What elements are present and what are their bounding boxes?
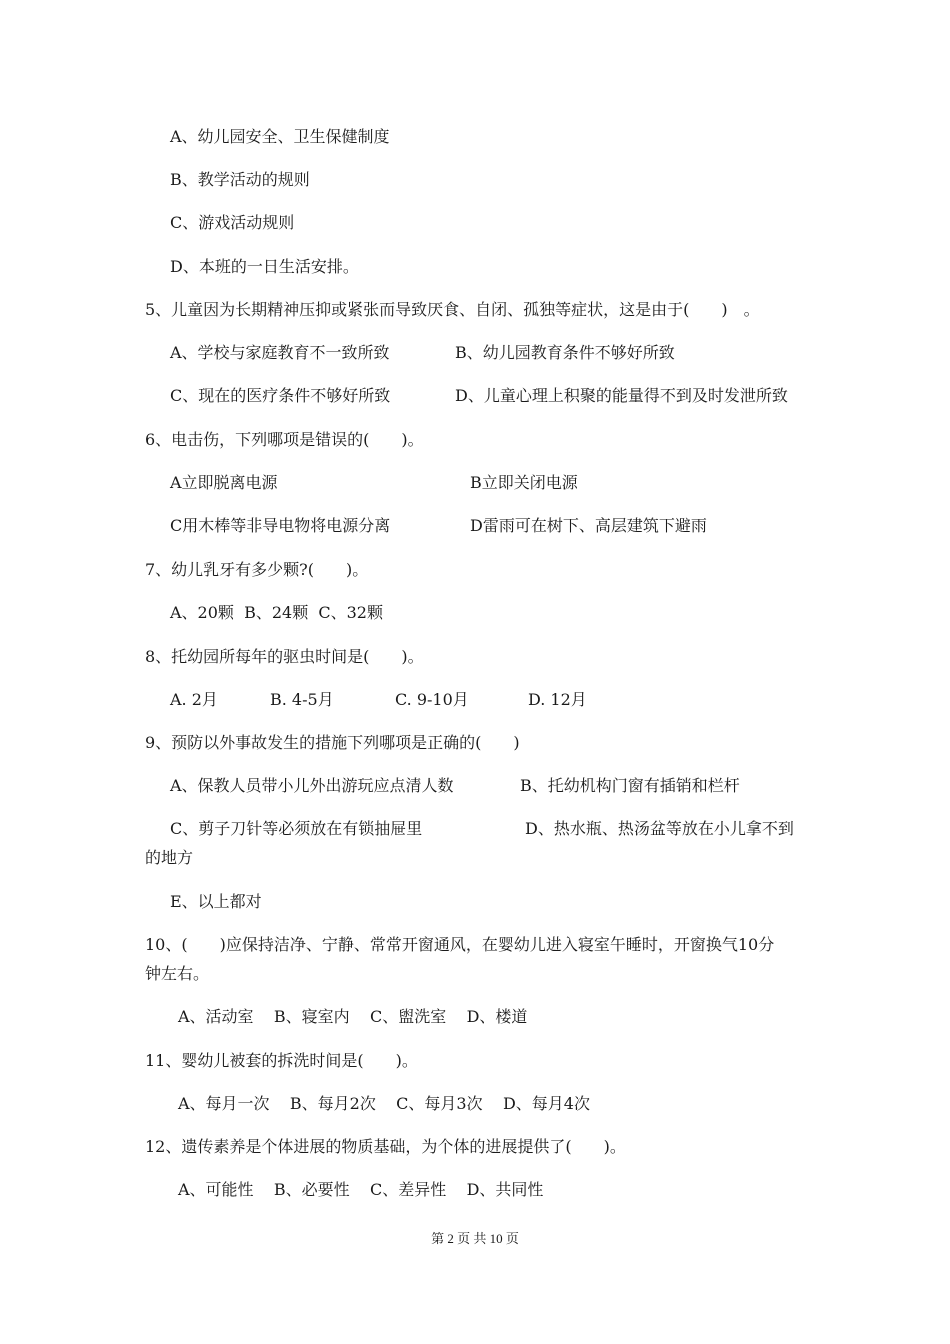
q12-text: 12、遗传素养是个体进展的物质基础，为个体的进展提供了( )。: [145, 1137, 626, 1156]
q11-text: 11、婴幼儿被套的拆洗时间是( )。: [145, 1051, 418, 1070]
q9-option-e: E、以上都对: [170, 892, 262, 911]
q9-option-c: C、剪子刀针等必须放在有锁抽屉里: [170, 819, 423, 838]
q7-text: 7、幼儿乳牙有多少颗?( )。: [145, 560, 369, 579]
q9-option-a: A、保教人员带小儿外出游玩应点清人数: [170, 776, 454, 795]
q6-text: 6、电击伤，下列哪项是错误的( )。: [145, 430, 424, 449]
q10-text-continued: 钟左右。: [145, 964, 210, 983]
q11-options: A、每月一次 B、每月2次 C、每月3次 D、每月4次: [178, 1094, 590, 1113]
page-footer: 第 2 页 共 10 页: [431, 1231, 519, 1246]
q12-options: A、可能性 B、必要性 C、差异性 D、共同性: [178, 1180, 544, 1199]
q5-option-c: C、现在的医疗条件不够好所致: [170, 386, 391, 405]
q5-text: 5、儿童因为长期精神压抑或紧张而导致厌食、自闭、孤独等症状，这是由于( ) 。: [145, 300, 760, 319]
q4-option-d: D、本班的一日生活安排。: [170, 257, 359, 276]
q8-option-a: A. 2月: [170, 690, 218, 709]
q9-option-d-continued: 的地方: [145, 848, 194, 867]
q8-text: 8、托幼园所每年的驱虫时间是( )。: [145, 647, 424, 666]
q8-option-d: D. 12月: [528, 690, 587, 709]
q4-option-b: B、教学活动的规则: [170, 170, 310, 189]
q10-text: 10、( )应保持洁净、宁静、常常开窗通风，在婴幼儿进入寝室午睡时，开窗换气10分: [145, 935, 775, 954]
q9-text: 9、预防以外事故发生的措施下列哪项是正确的( ): [145, 733, 520, 752]
q6-option-b: B立即关闭电源: [470, 473, 578, 492]
q6-option-c: C用木棒等非导电物将电源分离: [170, 516, 391, 535]
q8-option-c: C. 9-10月: [395, 690, 469, 709]
q4-option-a: A、幼儿园安全、卫生保健制度: [170, 127, 390, 146]
q9-option-b: B、托幼机构门窗有插销和栏杆: [520, 776, 740, 795]
q6-option-d: D雷雨可在树下、高层建筑下避雨: [470, 516, 707, 535]
q7-options: A、20颗 B、24颗 C、32颗: [170, 603, 383, 622]
q5-option-b: B、幼儿园教育条件不够好所致: [455, 343, 675, 362]
q6-option-a: A立即脱离电源: [170, 473, 278, 492]
q10-options: A、活动室 B、寝室内 C、盥洗室 D、楼道: [178, 1007, 528, 1026]
q8-option-b: B. 4-5月: [270, 690, 334, 709]
q9-option-d: D、热水瓶、热汤盆等放在小儿拿不到: [525, 819, 794, 838]
q4-option-c: C、游戏活动规则: [170, 213, 295, 232]
q5-option-a: A、学校与家庭教育不一致所致: [170, 343, 390, 362]
q5-option-d: D、儿童心理上积聚的能量得不到及时发泄所致: [455, 386, 788, 405]
